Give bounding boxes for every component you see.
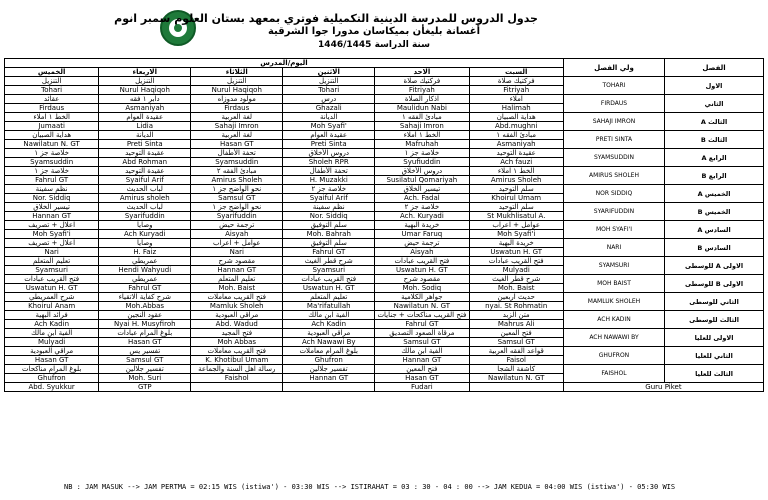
schedule-cell: التنزيل	[5, 77, 99, 86]
schedule-cell: فتح المعين	[469, 329, 563, 338]
schedule-cell: Khoirul Anam	[5, 302, 99, 311]
homeroom-teacher: NARI	[563, 239, 664, 257]
schedule-cell: خلاصة جز ١	[5, 149, 99, 158]
schedule-cell: K. Khotibul Umam	[191, 356, 283, 365]
schedule-cell: مرقاة الصعود التصديق	[375, 329, 469, 338]
day-header-monday: الاثنين	[283, 68, 375, 77]
schedule-cell: Ach. Fadal	[375, 194, 469, 203]
class-name: الثالث B	[665, 131, 764, 149]
schedule-cell: فتح القريب معاملات	[191, 347, 283, 356]
schedule-cell: H. Faiz	[99, 248, 191, 257]
schedule-cell: Ach. Kuryadi	[375, 212, 469, 221]
schedule-cell: Mamluk Sholeh	[191, 302, 283, 311]
piket-cell: Fudari	[375, 383, 469, 392]
schedule-cell: مراقي العبودية	[283, 329, 375, 338]
schedule-cell: رسالة اهل السنة والجماعة	[191, 365, 283, 374]
title-line-3: سنة الدراسة 1446/1445	[318, 40, 430, 50]
homeroom-teacher: AMIRUS SHOLEH	[563, 167, 664, 185]
schedule-cell: Umar Faruq	[375, 230, 469, 239]
schedule-cell: Hasan GT	[375, 374, 469, 383]
schedule-cell: Moh. Suri	[99, 374, 191, 383]
schedule-cell: Fahrul GT	[99, 284, 191, 293]
schedule-cell: Nyai H. Musyfiroh	[99, 320, 191, 329]
schedule-cell: Ghufron	[5, 374, 99, 383]
schedule-cell: Moh Abbas	[191, 338, 283, 347]
schedule-cell: خلاصة جز ١	[5, 167, 99, 176]
class-name: الثاني للوسطى	[665, 293, 764, 311]
schedule-cell: فتح القريب عبادات	[469, 257, 563, 266]
schedule-cell: nyai. St Rohmatin	[469, 302, 563, 311]
schedule-cell: Ach Kadin	[283, 320, 375, 329]
schedule-cell: الخط ١ املاء	[375, 131, 469, 140]
homeroom-teacher: MOH BAIST	[563, 275, 664, 293]
schedule-cell: Hendi Wahyudi	[99, 266, 191, 275]
table-row	[5, 221, 764, 230]
schedule-cell: الديانة	[283, 113, 375, 122]
class-name: السادس A	[665, 221, 764, 239]
piket-label: Guru Piket	[563, 383, 763, 392]
schedule-cell: دروس الأخلاق	[375, 167, 469, 176]
day-header-tuesday: الثلاثاء	[191, 68, 283, 77]
homeroom-teacher: GHUFRON	[563, 347, 664, 365]
schedule-cell: Sahaji Imron	[191, 122, 283, 131]
day-header-thursday: الخميس	[5, 68, 99, 77]
schedule-cell: فركتيك صلاة	[375, 77, 469, 86]
schedule-cell: Mafruhah	[375, 140, 469, 149]
piket-empty-cell	[469, 383, 563, 392]
schedule-cell: Mulyadi	[5, 338, 99, 347]
schedule-cell: عقيدة العوام	[283, 131, 375, 140]
piket-cell: GTP	[99, 383, 191, 392]
schedule-cell: Ach Kadin	[5, 320, 99, 329]
class-name: الرابع B	[665, 167, 764, 185]
schedule-cell: الخط ١ املاء	[469, 167, 563, 176]
schedule-cell: التنزيل	[99, 77, 191, 86]
schedule-cell: Firdaus	[191, 104, 283, 113]
table-row	[5, 257, 764, 266]
schedule-cell: Hasan GT	[5, 356, 99, 365]
schedule-cell: Nor. Siddiq	[283, 212, 375, 221]
schedule-cell: فتح المعين	[375, 365, 469, 374]
schedule-cell: وصايا	[99, 221, 191, 230]
table-row	[5, 167, 764, 176]
schedule-cell: وصايا	[99, 239, 191, 248]
schedule-cell: Asmaniyah	[469, 140, 563, 149]
schedule-cell: ترجمة حيض	[191, 221, 283, 230]
schedule-cell: St Mukhlisatul A.	[469, 212, 563, 221]
schedule-cell: Asmaniyah	[99, 104, 191, 113]
schedule-cell: Uswatun H. GT	[375, 266, 469, 275]
schedule-cell: شرح قطر الغيث	[469, 275, 563, 284]
schedule-cell: Syarifuddin	[191, 212, 283, 221]
schedule-cell: Hannan GT	[5, 212, 99, 221]
schedule-cell: عقائد	[5, 95, 99, 104]
schedule-cell: الفية ابن مالك	[5, 329, 99, 338]
day-header-saturday: السبت	[469, 68, 563, 77]
schedule-cell: Syamsuddin	[191, 158, 283, 167]
schedule-cell: خريدة البهية	[469, 239, 563, 248]
schedule-cell: اذكار الصلاة	[375, 95, 469, 104]
schedule-cell: Nari	[5, 248, 99, 257]
homeroom-header: ولي الفصل	[563, 59, 664, 77]
schedule-cell: تيسير الخلاق	[375, 185, 469, 194]
schedule-cell: اعلال + تصريف	[5, 221, 99, 230]
schedule-cell: عمريطي	[99, 257, 191, 266]
schedule-cell: Syarifuddin	[99, 212, 191, 221]
schedule-cell: Syamsuddin	[5, 158, 99, 167]
schedule-cell: فتح القريب مناكحات + جنايات	[375, 311, 469, 320]
schedule-cell: اعلال + تصريف	[5, 239, 99, 248]
homeroom-teacher: FIRDAUS	[563, 95, 664, 113]
homeroom-teacher: FAISHOL	[563, 365, 664, 383]
schedule-cell: Amirus Sholeh	[469, 176, 563, 185]
schedule-cell: خريدة البهية	[375, 221, 469, 230]
schedule-cell: Preti Sinta	[99, 140, 191, 149]
schedule-cell: Nor. Siddiq	[5, 194, 99, 203]
schedule-cell: Faisol	[469, 356, 563, 365]
schedule-cell: مبادئ الفقه ٢	[191, 167, 283, 176]
schedule-cell: بلوغ المرام عبادات	[99, 329, 191, 338]
schedule-cell: Aisyah	[375, 248, 469, 257]
schedule-cell: Amirus sholeh	[99, 194, 191, 203]
table-row	[5, 131, 764, 140]
schedule-cell: شرح العمريطي	[5, 293, 99, 302]
schedule-cell: Khoirul Umam	[469, 194, 563, 203]
schedule-cell: مولود مدوزاه	[191, 95, 283, 104]
schedule-cell: Firdaus	[5, 104, 99, 113]
schedule-cell: فتح القريب عبادات	[375, 257, 469, 266]
schedule-cell: Lidia	[99, 122, 191, 131]
schedule-cell: سلم التوحيد	[469, 185, 563, 194]
table-row	[5, 149, 764, 158]
table-row	[5, 185, 764, 194]
schedule-cell: Moh. Bahrah	[283, 230, 375, 239]
schedule-cell: Hasan GT	[99, 338, 191, 347]
day-header-sunday: الاحد	[375, 68, 469, 77]
schedule-cell: Fahrul GT	[375, 320, 469, 329]
schedule-cell: فركتيك صلاة	[469, 77, 563, 86]
schedule-cell: Tohari	[283, 86, 375, 95]
homeroom-teacher: SAHAJI IMRON	[563, 113, 664, 131]
schedule-cell: جواهر الكلامية	[375, 293, 469, 302]
title-line-2: أغسانة بليغأن بميكاسان مدورا جوا الشرقية	[267, 26, 481, 37]
schedule-cell: عقود النجين	[99, 311, 191, 320]
schedule-cell: Samsul GT	[191, 194, 283, 203]
schedule-cell: Nawilatun N. GT	[375, 302, 469, 311]
schedule-cell: الفية ابن مالك	[283, 311, 375, 320]
schedule-cell: Susilatul Qomariyah	[375, 176, 469, 185]
schedule-cell: Ma'rifatullah	[283, 302, 375, 311]
schedule-cell: عوامل + اعراب	[469, 221, 563, 230]
table-row	[5, 203, 764, 212]
schedule-cell: دابر ١ فقه	[99, 95, 191, 104]
homeroom-teacher: MOH SYAFI'I	[563, 221, 664, 239]
schedule-cell: سلم التوفيق	[283, 221, 375, 230]
schedule-cell: Moh Syafi'i	[469, 230, 563, 239]
time-note: NB : JAM MASUK --> JAM PERTMA = 02:15 WIS (istiwa') - 03:30 WIS --> ISTIRAHAT = 03 : 30 - 04 : 00 --> JAM KEDUA = 04:00 WIS (istiwa') - 05:30 WIS	[64, 483, 676, 491]
table-row	[5, 95, 764, 104]
schedule-cell: لباب الحديث	[99, 203, 191, 212]
class-name: الثاني	[665, 95, 764, 113]
schedule-cell: فتح القريب عبادات	[283, 275, 375, 284]
schedule-cell: Mulyadi	[469, 266, 563, 275]
title-line-1: جدول الدروس للمدرسة الدينية التكميلية فوتري بمعهد بستان العلوم سمبر انوم	[114, 12, 538, 25]
schedule-cell: مقصود شرح	[375, 275, 469, 284]
schedule-cell: Syaiful Arif	[283, 194, 375, 203]
schedule-cell: Ghazali	[283, 104, 375, 113]
piket-cell	[283, 383, 375, 392]
schedule-cell: Tohari	[5, 86, 99, 95]
schedule-cell: Nari	[191, 248, 283, 257]
schedule-cell: خلاصة جز ٢	[283, 185, 375, 194]
schedule-table	[4, 58, 764, 392]
schedule-cell: Abd. Wadud	[191, 320, 283, 329]
schedule-cell: درس	[283, 95, 375, 104]
schedule-cell: Samsul GT	[469, 338, 563, 347]
schedule-cell: لغة العربية	[191, 113, 283, 122]
schedule-cell: Ach Kuryadi	[99, 230, 191, 239]
schedule-cell: شرح قطر الغيث	[283, 257, 375, 266]
schedule-cell: Maulidun Nabi	[375, 104, 469, 113]
schedule-cell: شرح كفاية الاتقياء	[99, 293, 191, 302]
schedule-cell: لباب الحديث	[99, 185, 191, 194]
homeroom-teacher: PRETI SINTA	[563, 131, 664, 149]
schedule-cell: Moh Syafi'	[283, 122, 375, 131]
schedule-cell: Moh Syafi'i	[5, 230, 99, 239]
schedule-cell: H. Muzakki	[283, 176, 375, 185]
piket-row	[5, 383, 764, 392]
schedule-cell: Fahrul GT	[5, 176, 99, 185]
schedule-cell: بلوغ المرام معاملات	[283, 347, 375, 356]
homeroom-teacher: SYAMSURI	[563, 257, 664, 275]
schedule-cell: Fahrul GT	[283, 248, 375, 257]
schedule-cell: نظم سفينة	[5, 185, 99, 194]
schedule-cell: Hannan GT	[375, 356, 469, 365]
schedule-cell: دروس الأخلاق	[283, 149, 375, 158]
schedule-cell: فرائد البهية	[5, 311, 99, 320]
schedule-cell: بلوغ المرام مناكحات	[5, 365, 99, 374]
schedule-cell: الديانة	[99, 131, 191, 140]
schedule-cell: عوامل + اعراب	[191, 239, 283, 248]
schedule-cell: كاشفة الشجا	[469, 365, 563, 374]
schedule-cell: Hasan GT	[191, 140, 283, 149]
schedule-cell: تفسير جلالين	[283, 365, 375, 374]
table-row	[5, 77, 764, 86]
schedule-cell: Moh. Baist	[469, 284, 563, 293]
schedule-cell: عقيدة التوحيد	[469, 149, 563, 158]
table-row	[5, 275, 764, 284]
schedule-cell: نحو الواضح جز ١	[191, 185, 283, 194]
schedule-cell: Uswatun H. GT	[283, 284, 375, 293]
table-row	[5, 293, 764, 302]
schedule-cell: خلاصة جز ٢	[375, 203, 469, 212]
schedule-cell: Ghufron	[283, 356, 375, 365]
class-name: الثالث للوسطى	[665, 311, 764, 329]
schedule-cell: تفسير جلالين	[99, 365, 191, 374]
schedule-cell: عقيدة التوحيد	[99, 149, 191, 158]
schedule-cell: Mahrus Ali	[469, 320, 563, 329]
schedule-cell: Hannan GT	[283, 374, 375, 383]
class-name: الاولى للعليا	[665, 329, 764, 347]
homeroom-teacher: TOHARI	[563, 77, 664, 95]
schedule-cell: تعليم المتعلم	[5, 257, 99, 266]
schedule-cell: عمريطي	[99, 275, 191, 284]
class-name: الثالث للعليا	[665, 365, 764, 383]
schedule-cell: التنزيل	[191, 77, 283, 86]
schedule-cell: Ach fauzi	[469, 158, 563, 167]
schedule-cell: Abd Rohman	[99, 158, 191, 167]
schedule-cell: Syaiful Arif	[99, 176, 191, 185]
schedule-cell: Aisyah	[191, 230, 283, 239]
schedule-cell: Jumaati	[5, 122, 99, 131]
schedule-cell: الخط ١ املاء	[5, 113, 99, 122]
schedule-cell: Sahaji Imron	[375, 122, 469, 131]
class-name: الاولى B للوسطى	[665, 275, 764, 293]
table-row	[5, 329, 764, 338]
schedule-cell: Samsul GT	[99, 356, 191, 365]
schedule-cell: التنزيل	[283, 77, 375, 86]
table-row	[5, 311, 764, 320]
schedule-cell: مبادئ الفقه ١	[469, 131, 563, 140]
schedule-cell: الفية ابن مالك	[375, 347, 469, 356]
piket-cell: Abd. Syukkur	[5, 383, 99, 392]
schedule-cell: تعليم المتعلم	[191, 275, 283, 284]
schedule-cell: Preti Sinta	[283, 140, 375, 149]
schedule-cell: تحفة الأطفال	[283, 167, 375, 176]
class-name: الثالث A	[665, 113, 764, 131]
schedule-cell: Fitriyah	[469, 86, 563, 95]
schedule-cell: فتح القريب معاملات	[191, 293, 283, 302]
schedule-cell: املاء	[469, 95, 563, 104]
homeroom-teacher: SYAMSUDDIN	[563, 149, 664, 167]
schedule-cell: حديث اربعين	[469, 293, 563, 302]
schedule-cell: Nawilatun N. GT	[5, 140, 99, 149]
schedule-cell: نظم سفينة	[283, 203, 375, 212]
schedule-cell: Syamsuri	[283, 266, 375, 275]
schedule-cell: Halimah	[469, 104, 563, 113]
schedule-cell: Syamsuri	[5, 266, 99, 275]
schedule-cell: فتح القريب عبادات	[5, 275, 99, 284]
day-teacher-header: اليوم/المدرس	[5, 59, 564, 68]
schedule-cell: Uswatun H. GT	[5, 284, 99, 293]
homeroom-teacher: SYARIFUDDIN	[563, 203, 664, 221]
class-header: الفصل	[665, 59, 764, 77]
table-row	[5, 113, 764, 122]
schedule-cell: تعليم المتعلم	[283, 293, 375, 302]
schedule-cell: Ach Nawawi By	[283, 338, 375, 347]
table-row	[5, 347, 764, 356]
day-header-wednesday: الاربعاء	[99, 68, 191, 77]
schedule-cell: سلم التوفيق	[283, 239, 375, 248]
class-name: الخميس A	[665, 185, 764, 203]
schedule-cell: Nurul Haqiqoh	[99, 86, 191, 95]
schedule-cell: هداية الصبيان	[469, 113, 563, 122]
schedule-cell: مقصود شرح	[191, 257, 283, 266]
schedule-cell: مراقي العبودية	[191, 311, 283, 320]
homeroom-teacher: NOR SIDDIQ	[563, 185, 664, 203]
schedule-cell: قواعد الفقه العربية	[469, 347, 563, 356]
homeroom-teacher: ACH NAWAWI BY	[563, 329, 664, 347]
schedule-cell: عقيدة العوام	[99, 113, 191, 122]
page-header	[0, 0, 768, 56]
schedule-cell: Hannan GT	[191, 266, 283, 275]
schedule-cell: Sholeh RPR	[283, 158, 375, 167]
class-name: الاولى A للوسطى	[665, 257, 764, 275]
schedule-cell: تيسير الخلاق	[5, 203, 99, 212]
schedule-cell: خلاصة جز ١	[375, 149, 469, 158]
schedule-cell: Nurul Haqiqoh	[191, 86, 283, 95]
homeroom-teacher: ACH KADIN	[563, 311, 664, 329]
class-name: الاول	[665, 77, 764, 95]
schedule-cell: سلم التوحيد	[469, 203, 563, 212]
schedule-cell: Syufiuddin	[375, 158, 469, 167]
schedule-cell: عقيدة التوحيد	[99, 167, 191, 176]
schedule-cell: Moh. Baist	[191, 284, 283, 293]
schedule-cell: تفسير يس	[99, 347, 191, 356]
schedule-cell: Abd.mughni	[469, 122, 563, 131]
schedule-cell: تحفة الأطفال	[191, 149, 283, 158]
schedule-cell: Moh. Sodiq	[375, 284, 469, 293]
schedule-cell: Faishol	[191, 374, 283, 383]
piket-cell	[191, 383, 283, 392]
class-name: الرابع A	[665, 149, 764, 167]
schedule-cell: نحو الواضح جز ١	[191, 203, 283, 212]
schedule-cell: Uswatun H. GT	[469, 248, 563, 257]
schedule-cell: فتح المجيد	[191, 329, 283, 338]
table-row	[5, 239, 764, 248]
schedule-cell: Samsul GT	[375, 338, 469, 347]
schedule-cell: Moh.Abbas	[99, 302, 191, 311]
schedule-cell: هداية الصبيان	[5, 131, 99, 140]
schedule-cell: مراقي العبودية	[5, 347, 99, 356]
homeroom-teacher: MAMLUK SHOLEH	[563, 293, 664, 311]
class-name: الخميس B	[665, 203, 764, 221]
schedule-cell: Amirus Sholeh	[191, 176, 283, 185]
schedule-cell: ترجمة حيض	[375, 239, 469, 248]
table-row	[5, 365, 764, 374]
schedule-cell: لغة العربية	[191, 131, 283, 140]
schedule-cell: Fitriyah	[375, 86, 469, 95]
schedule-cell: متن الزبد	[469, 311, 563, 320]
schedule-cell: مبادئ الفقه ١	[375, 113, 469, 122]
class-name: السادس B	[665, 239, 764, 257]
schedule-cell: Nawilatun N. GT	[469, 374, 563, 383]
class-name: الثاني للعليا	[665, 347, 764, 365]
